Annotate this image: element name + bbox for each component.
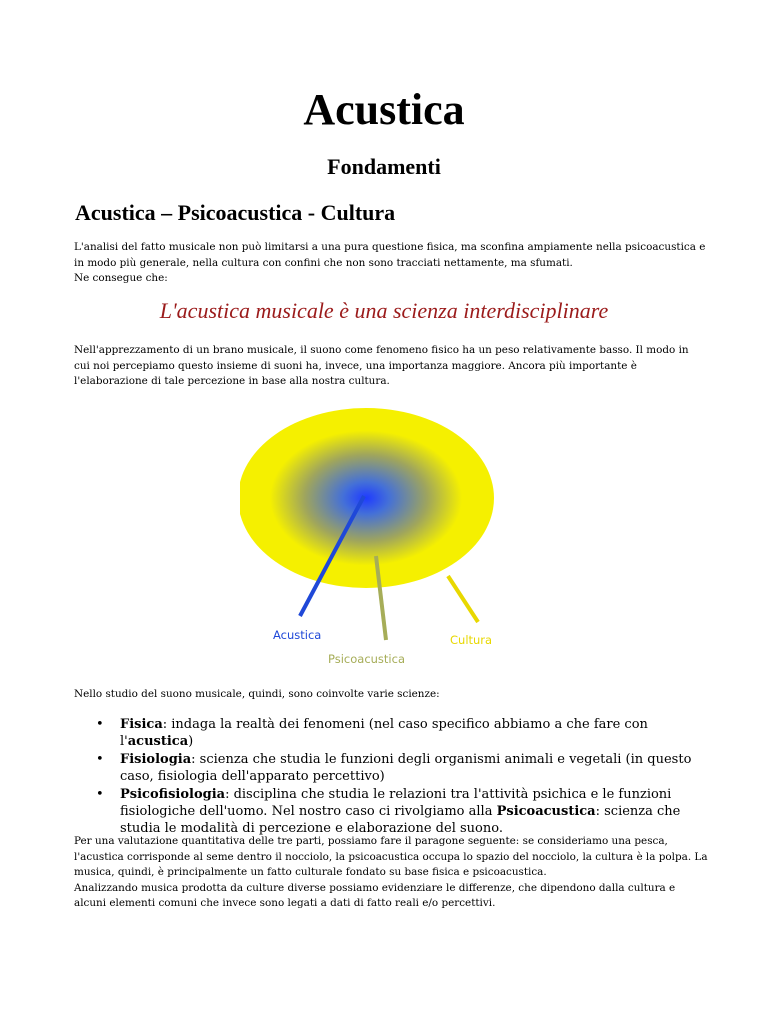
item-text: : indaga la realtà dei fenomeni (nel caso specifico abbiamo a che fare con l' xyxy=(120,717,648,749)
conclusion-line: musica, quindi, è principalmente un fatto culturale fondato su base fisica e psicoacustica. xyxy=(74,866,547,878)
intro-paragraph xyxy=(74,240,706,287)
term-fisiologia: Fisiologia xyxy=(120,752,192,767)
sciences-list xyxy=(96,716,716,838)
item-tail: : scienza che studia le modalità di percezione e elaborazione del suono. xyxy=(120,804,681,836)
list-item xyxy=(96,786,716,837)
paragraph-line: l'elaborazione di tale percezione in base alla nostra cultura. xyxy=(74,375,390,387)
term-psicoacustica: Psicoacustica xyxy=(496,804,596,819)
paragraph-line: cui noi percepiamo questo insieme di suoni ha, invece, una importanza maggiore. Ancora più importante è xyxy=(74,359,637,372)
cultura-pointer xyxy=(448,576,478,622)
item-tail: ) xyxy=(188,734,194,749)
list-item xyxy=(96,716,716,750)
perception-paragraph xyxy=(74,343,700,390)
term-acustica: acustica xyxy=(127,734,189,749)
psicoacustica-label: Psicoacustica xyxy=(328,652,406,666)
list-item xyxy=(96,751,716,785)
conclusion-line: Analizzando musica prodotta da culture diverse possiamo evidenziare le differenze, che dipendono dalla cultura e xyxy=(74,881,676,894)
section-heading: Acustica – Psicoacustica - Cultura xyxy=(75,200,396,225)
sciences-intro xyxy=(74,687,700,703)
conclusion-line: l'acustica corrisponde al seme dentro il nocciolo, la psicoacustica occupa lo spazio del nocciolo, la cultura è la polpa. La xyxy=(74,850,708,863)
intro-line: in modo più generale, nella cultura con confini che non sono tracciati nettamente, ma sfumati. xyxy=(74,256,573,269)
conclusion-line: Per una valutazione quantitativa delle tre parti, possiamo fare il paragone seguente: se consideriamo una pesca, xyxy=(74,835,668,847)
sciences-intro-line: Nello studio del suono musicale, quindi, sono coinvolte varie scienze: xyxy=(74,688,440,700)
concentric-ellipse xyxy=(240,408,494,588)
term-psicofisiologia: Psicofisiologia xyxy=(120,787,226,802)
page-title: Acustica xyxy=(303,85,465,134)
highlight-statement: L'acustica musicale è una scienza interdisciplinare xyxy=(159,298,609,323)
discipline-diagram xyxy=(240,400,530,670)
cultura-label: Cultura xyxy=(450,633,493,647)
term-fisica: Fisica xyxy=(120,717,163,732)
item-text: : disciplina che studia le relazioni tra l'attività psichica e le funzioni fisiologiche dell'uomo. Nel nostro caso ci rivolgiamo alla xyxy=(120,787,672,819)
conclusion-line: alcuni elementi comuni che invece sono legati a dati di fatto reali e/o percettivi. xyxy=(74,897,496,909)
paragraph-line: Nell'apprezzamento di un brano musicale, il suono come fenomeno fisico ha un peso relativamente basso. Il modo in xyxy=(74,344,689,356)
intro-line: L'analisi del fatto musicale non può limitarsi a una pura questione fisica, ma sconfina ampiamente nella psicoacustica e xyxy=(74,241,706,253)
page-subtitle: Fondamenti xyxy=(327,154,441,179)
conclusion-paragraph xyxy=(74,834,708,912)
acustica-label: Acustica xyxy=(273,628,322,642)
intro-line: Ne consegue che: xyxy=(74,272,168,284)
item-text: : scienza che studia le funzioni degli organismi animali e vegetali (in questo caso, fisiologia dell'apparato percettivo) xyxy=(120,752,692,784)
